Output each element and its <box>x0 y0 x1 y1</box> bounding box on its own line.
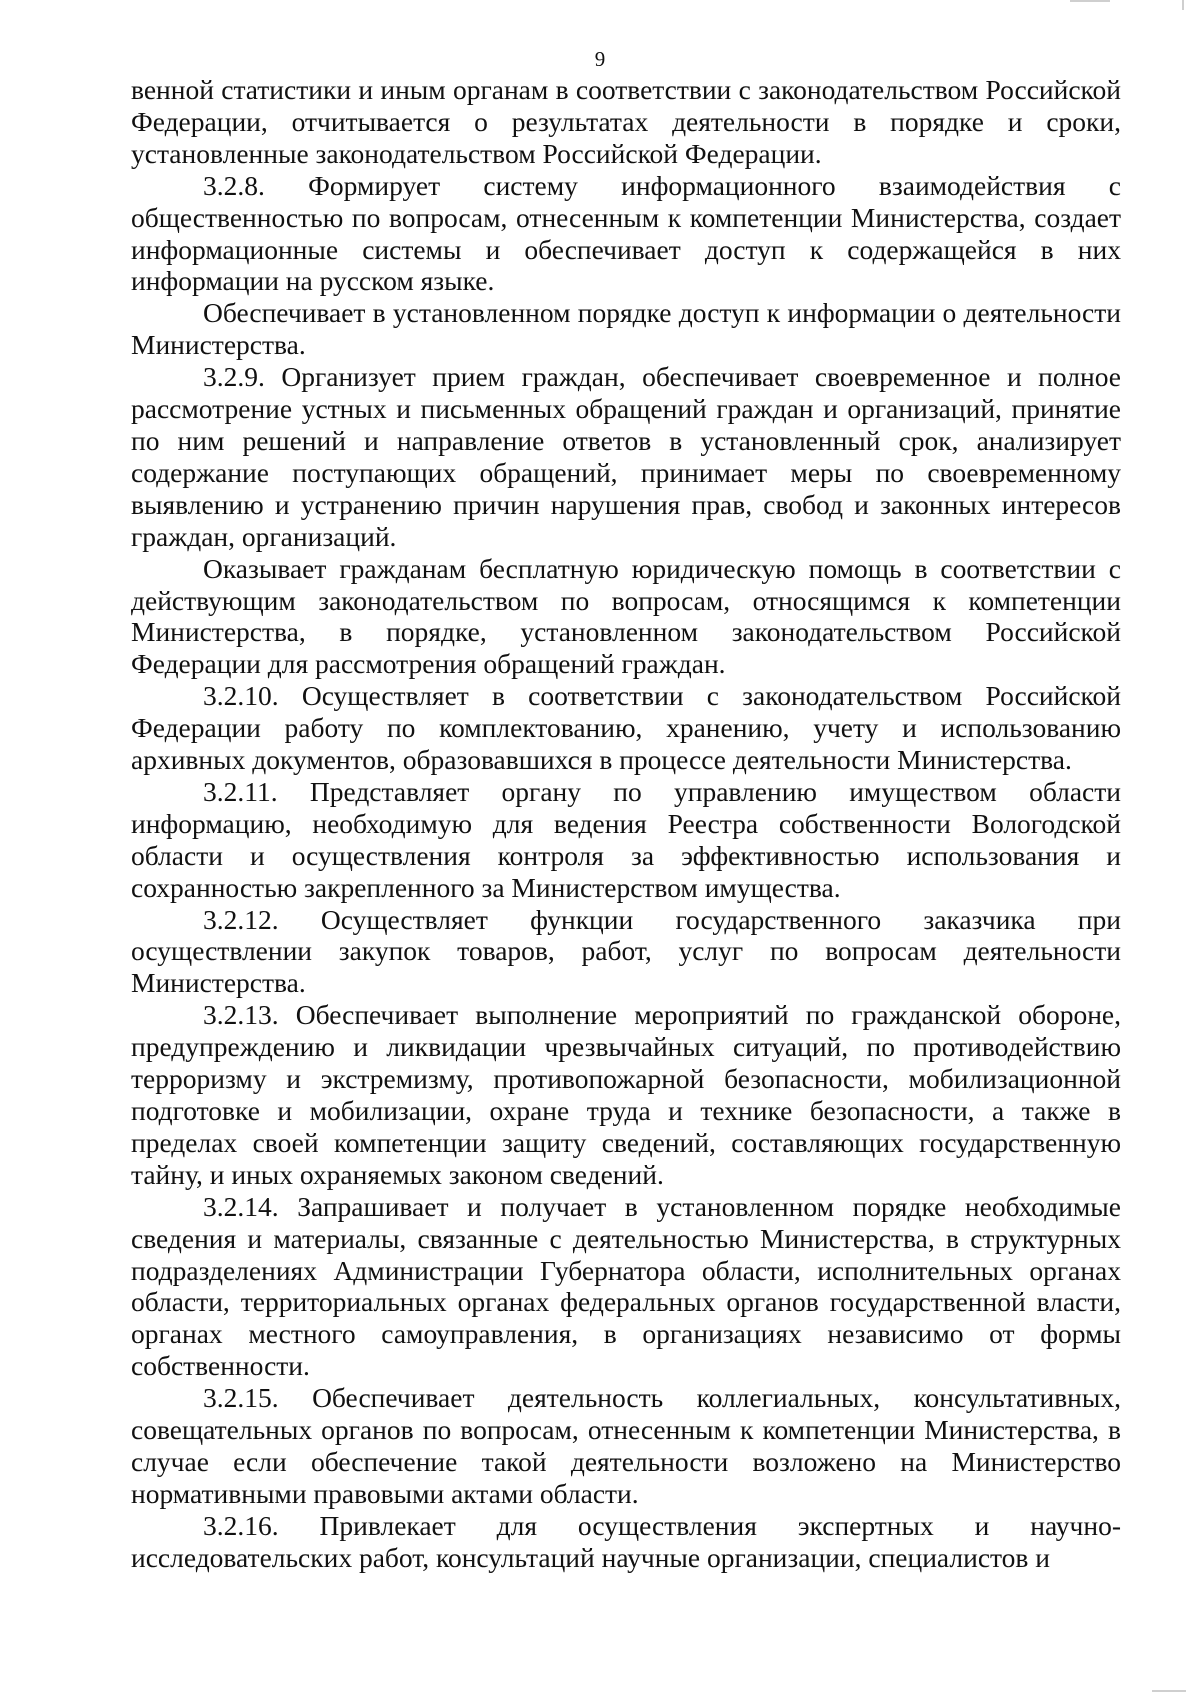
paragraph-3-2-11: 3.2.11. Представляет органу по управлению имуществом области информацию, необходимую для ведения Реестра собственности Вологодской области и осуществления контроля за эффективностью использования и сохранностью закрепленного за Министерством имущества. <box>131 775 1121 903</box>
page-number: 9 <box>594 47 606 71</box>
paragraph-3-2-8-access: Обеспечивает в установленном порядке доступ к информации о деятельности Министерства. <box>131 297 1121 361</box>
paragraph-3-2-13: 3.2.13. Обеспечивает выполнение мероприятий по гражданской обороне, предупреждению и ликвидации чрезвычайных ситуаций, по противодействию терроризму и экстремизму, противопожарной безопасности, мобилизационной подготовке и мобилизации, охране труда и технике безопасности, а также в пределах своей компетенции защиту сведений, составляющих государственную тайну, и иных охраняемых законом сведений. <box>131 999 1121 1190</box>
paragraph-3-2-12: 3.2.12. Осуществляет функции государственного заказчика при осуществлении закупок товаров, работ, услуг по вопросам деятельности Министерства. <box>131 903 1121 999</box>
scan-edge-mark <box>1182 0 1184 10</box>
scan-edge-mark <box>1152 1690 1186 1692</box>
paragraph-3-2-16: 3.2.16. Привлекает для осуществления экспертных и научно-исследовательских работ, консультаций научные организации, специалистов и <box>131 1509 1121 1573</box>
scan-edge-mark <box>1070 0 1110 2</box>
paragraph-3-2-10: 3.2.10. Осуществляет в соответствии с законодательством Российской Федерации работу по комплектованию, хранению, учету и использованию архивных документов, образовавшихся в процессе деятельности Министерства. <box>131 680 1121 776</box>
paragraph-3-2-8: 3.2.8. Формирует систему информационного взаимодействия с общественностью по вопросам, отнесенным к компетенции Министерства, создает информационные системы и обеспечивает доступ к содержащейся в них информации на русском языке. <box>131 169 1121 297</box>
paragraph-3-2-15: 3.2.15. Обеспечивает деятельность коллегиальных, консультативных, совещательных органов по вопросам, отнесенным к компетенции Министерства, в случае если обеспечение такой деятельности возложено на Министерство нормативными правовыми актами области. <box>131 1382 1121 1509</box>
paragraph-3-2-9: 3.2.9. Организует прием граждан, обеспечивает своевременное и полное рассмотрение устных и письменных обращений граждан и организаций, принятие по ним решений и направление ответов в установленный срок, анализирует содержание поступающих обращений, принимает меры по своевременному выявлению и устранению причин нарушения прав, свобод и законных интересов граждан, организаций. <box>131 361 1121 552</box>
paragraph-continuation: венной статистики и иным органам в соответствии с законодательством Российской Федерации, отчитывается о результатах деятельности в порядке и сроки, установленные законодательством Российской Федерации. <box>131 74 1121 169</box>
document-body <box>131 74 1121 1574</box>
paragraph-3-2-14: 3.2.14. Запрашивает и получает в установленном порядке необходимые сведения и материалы, связанные с деятельностью Министерства, в структурных подразделениях Администрации Губернатора области, исполнительных органах области, территориальных органах федеральных органов государственной власти, органах местного самоуправления, в организациях независимо от формы собственности. <box>131 1190 1121 1382</box>
paragraph-3-2-9-legal-aid: Оказывает гражданам бесплатную юридическую помощь в соответствии с действующим законодательством по вопросам, относящимся к компетенции Министерства, в порядке, установленном законодательством Российской Федерации для рассмотрения обращений граждан. <box>131 552 1121 680</box>
